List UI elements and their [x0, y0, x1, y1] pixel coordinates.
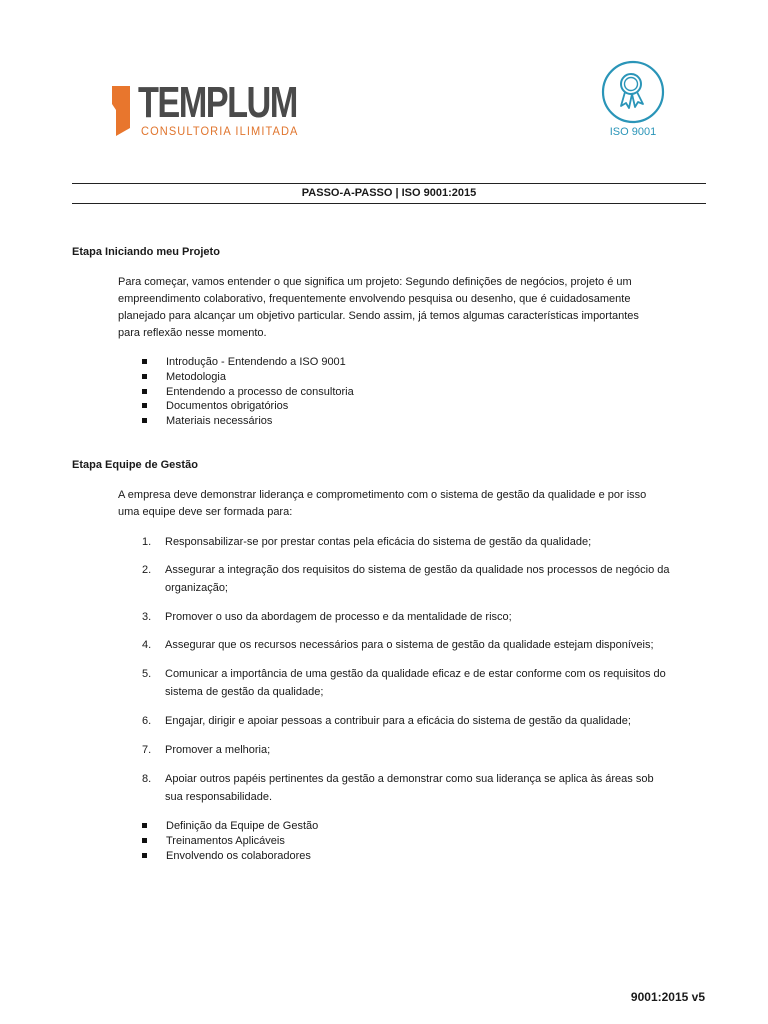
logo-mark-icon — [110, 84, 132, 136]
item-text: Promover a melhoria; — [165, 744, 271, 756]
item-text: Engajar, dirigir e apoiar pessoas a contribuir para a eficácia do sistema de gestão da qualidade; — [165, 715, 631, 727]
item-text: Comunicar a importância de uma gestão da qualidade eficaz e de estar conforme com os requisitos do — [165, 668, 666, 680]
item-number: 7. — [142, 744, 152, 756]
item-number: 3. — [142, 611, 152, 623]
section2-numbered-list — [142, 609, 712, 627]
item-text: Responsabilizar-se por prestar contas pela eficácia do sistema de gestão da qualidade; — [165, 536, 592, 548]
item-number: 5. — [142, 668, 152, 680]
list-item: Materiais necessários — [142, 414, 542, 429]
list-item: Introdução - Entendendo a ISO 9001 — [142, 355, 542, 370]
item-text: organização; — [165, 581, 228, 594]
section2-numbered-list — [142, 771, 712, 806]
section2-numbered-list — [142, 666, 712, 701]
section1-paragraph — [118, 274, 718, 342]
paragraph-line: empreendimento colaborativo, frequentemente envolvendo pesquisa ou desenho, que é cuidadosamente — [118, 293, 631, 305]
numbered-item — [142, 771, 712, 806]
section2-paragraph — [118, 487, 718, 521]
section2-numbered-list — [142, 562, 712, 597]
section2-bullet-list — [142, 819, 542, 863]
header-bottom-rule — [72, 203, 706, 204]
list-item: Definição da Equipe de Gestão — [142, 819, 542, 834]
numbered-item — [142, 637, 712, 655]
item-text: sua responsabilidade. — [165, 790, 273, 803]
item-number: 6. — [142, 715, 152, 727]
numbered-item — [142, 666, 712, 701]
item-text: Promover o uso da abordagem de processo e da mentalidade de risco; — [165, 611, 512, 623]
item-number: 1. — [142, 536, 152, 548]
list-item: Treinamentos Aplicáveis — [142, 834, 542, 849]
section1-bullet-list — [142, 355, 542, 429]
award-ribbon-icon — [601, 60, 665, 124]
list-item: Entendendo a processo de consultoria — [142, 385, 542, 400]
section-heading-equipe: Etapa Equipe de Gestão — [72, 459, 198, 471]
paragraph-line: para reflexão nesse momento. — [118, 327, 267, 339]
iso-badge — [600, 60, 666, 150]
header-top-rule — [72, 183, 706, 184]
section2-numbered-list — [142, 534, 712, 552]
numbered-item — [142, 562, 712, 597]
footer-version: 9001:2015 v5 — [630, 990, 705, 1004]
numbered-item — [142, 742, 712, 760]
logo-tagline: CONSULTORIA ILIMITADA — [141, 124, 299, 138]
paragraph-line: Para começar, vamos entender o que significa um projeto: Segundo definições de negócios, projeto é um — [118, 276, 632, 288]
item-text: Assegurar que os recursos necessários para o sistema de gestão da qualidade estejam disponíveis; — [165, 639, 654, 651]
document-title: PASSO-A-PASSO | ISO 9001:2015 — [301, 187, 477, 199]
numbered-item — [142, 609, 712, 627]
section2-numbered-list — [142, 713, 712, 731]
list-item: Documentos obrigatórios — [142, 399, 542, 414]
iso-label: ISO 9001 — [609, 126, 657, 138]
numbered-item — [142, 534, 712, 552]
item-number: 8. — [142, 773, 152, 785]
list-item: Envolvendo os colaboradores — [142, 849, 542, 864]
paragraph-line: planejado para alcançar um objetivo particular. Sendo assim, já temos algumas características importantes — [118, 310, 639, 322]
list-item: Metodologia — [142, 370, 542, 385]
numbered-item — [142, 713, 712, 731]
section-heading-iniciando: Etapa Iniciando meu Projeto — [72, 246, 220, 258]
paragraph-line: A empresa deve demonstrar liderança e comprometimento com o sistema de gestão da qualidade e por isso — [118, 489, 647, 501]
logo-brand-text: TEMPLUM — [138, 78, 297, 127]
templum-logo — [110, 78, 300, 140]
section2-numbered-list — [142, 742, 712, 760]
item-text: Apoiar outros papéis pertinentes da gestão a demonstrar como sua liderança se aplica às áreas sob — [165, 773, 654, 785]
section2-numbered-list — [142, 637, 712, 655]
item-number: 4. — [142, 639, 152, 651]
item-number: 2. — [142, 564, 152, 576]
paragraph-line: uma equipe deve ser formada para: — [118, 506, 293, 518]
item-text: sistema de gestão da qualidade; — [165, 685, 324, 698]
item-text: Assegurar a integração dos requisitos do sistema de gestão da qualidade nos processos de negócio da — [165, 564, 670, 576]
